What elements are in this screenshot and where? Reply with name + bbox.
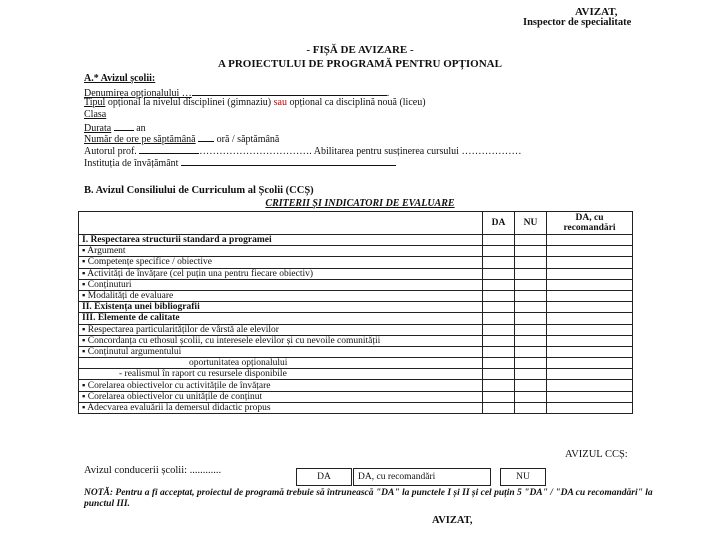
criteria-cell: III. Elemente de calitate [79, 313, 483, 324]
table-row [79, 335, 633, 346]
section-b-heading: B. Avizul Consiliului de Curriculum al Școlii (CCȘ) [84, 185, 314, 196]
criteria-cell: ▪ Concordanța cu ethosul școlii, cu interesele elevilor și cu nevoile comunității [79, 335, 483, 346]
criteria-cell: ▪ Competențe specifice / obiective [79, 257, 483, 268]
inspector-label: Inspector de specialitate [523, 17, 632, 28]
table-row [79, 246, 633, 257]
table-row [79, 279, 633, 290]
qualification-dots: ……………… [461, 146, 522, 157]
criteria-cell: I. Respectarea structurii standard a programei [79, 235, 483, 246]
check-cell-yes-rec[interactable] [547, 369, 633, 380]
check-cell-yes-rec[interactable] [547, 391, 633, 402]
check-cell-yes[interactable] [483, 402, 515, 413]
check-cell-yes[interactable] [483, 279, 515, 290]
table-row [79, 290, 633, 301]
criteria-cell: ▪ Corelarea obiectivelor cu unitățile de conținut [79, 391, 483, 402]
check-cell-yes[interactable] [483, 268, 515, 279]
check-cell-yes[interactable] [483, 358, 515, 369]
footer-note: NOTĂ: Pentru a fi acceptat, proiectul de programă trebuie să întrunească "DA" la punctele I și II și cel puțin 5 "DA" / "DA cu recomandări" la punctul III. [84, 488, 653, 509]
check-cell-yes-rec[interactable] [547, 346, 633, 357]
table-row [79, 324, 633, 335]
check-cell-yes-rec[interactable] [547, 380, 633, 391]
check-cell-yes-rec[interactable] [547, 335, 633, 346]
duration-label: Durata [84, 123, 112, 134]
check-cell-no[interactable] [515, 335, 547, 346]
optional-name-field[interactable] [192, 86, 387, 96]
table-row [79, 369, 633, 380]
form-title: - FIȘĂ DE AVIZARE - [306, 44, 414, 56]
section-a-heading [84, 73, 155, 84]
duration-unit: an [136, 123, 146, 134]
check-cell-no[interactable] [515, 369, 547, 380]
check-cell-no[interactable] [515, 380, 547, 391]
table-row [79, 391, 633, 402]
check-cell-no[interactable] [515, 257, 547, 268]
check-cell-yes-rec[interactable] [547, 268, 633, 279]
check-cell-yes-rec[interactable] [547, 290, 633, 301]
table-row [79, 302, 633, 313]
table-row [79, 380, 633, 391]
criteria-cell: ▪ Conținuturi [79, 279, 483, 290]
check-cell-yes-rec[interactable] [547, 302, 633, 313]
check-cell-no[interactable] [515, 279, 547, 290]
check-cell-yes[interactable] [483, 235, 515, 246]
leadership-approval: Avizul conducerii școlii: ............ [84, 465, 222, 476]
check-cell-yes-rec[interactable] [547, 402, 633, 413]
check-cell-no[interactable] [515, 346, 547, 357]
approved-bottom-label: AVIZAT, [432, 515, 473, 526]
class-row [84, 109, 106, 120]
table-row [79, 313, 633, 324]
table-row [79, 346, 633, 357]
criteria-cell: oportunitatea opționalului [79, 358, 483, 369]
check-cell-yes-rec[interactable] [547, 313, 633, 324]
evaluation-table [78, 211, 633, 414]
criteria-header-cell [79, 212, 483, 235]
check-cell-yes[interactable] [483, 346, 515, 357]
check-cell-yes[interactable] [483, 313, 515, 324]
class-label: Clasa [84, 109, 107, 120]
check-cell-no[interactable] [515, 235, 547, 246]
check-cell-yes[interactable] [483, 335, 515, 346]
check-cell-yes[interactable] [483, 380, 515, 391]
check-cell-no[interactable] [515, 358, 547, 369]
option-yes-rec-box[interactable]: DA, cu recomandări [353, 468, 491, 486]
check-cell-yes-rec[interactable] [547, 358, 633, 369]
check-cell-yes[interactable] [483, 391, 515, 402]
type-text-2: opțional ca disciplină nouă (liceu) [286, 97, 426, 108]
check-cell-no[interactable] [515, 290, 547, 301]
school-field[interactable] [181, 156, 396, 166]
ccs-approved-label: AVIZUL CCȘ: [565, 449, 628, 460]
check-cell-yes-rec[interactable] [547, 235, 633, 246]
check-cell-yes-rec[interactable] [547, 246, 633, 257]
check-cell-yes[interactable] [483, 246, 515, 257]
criteria-cell: ▪ Modalități de evaluare [79, 290, 483, 301]
criteria-cell: ▪ Corelarea obiectivelor cu activitățile de învățare [79, 380, 483, 391]
school-label: Instituția de învățământ [84, 158, 179, 169]
check-cell-yes-rec[interactable] [547, 257, 633, 268]
type-row [84, 97, 426, 108]
optional-name-end: . [386, 88, 390, 99]
table-row [79, 402, 633, 413]
check-cell-no[interactable] [515, 302, 547, 313]
check-cell-no[interactable] [515, 402, 547, 413]
section-a-heading-text: A.* Avizul școlii: [84, 73, 156, 84]
form-subtitle: A PROIECTULUI DE PROGRAMĂ PENTRU OPȚIONAL [218, 58, 502, 70]
qualification-label: Abilitarea pentru susținerea cursului [313, 146, 459, 157]
criteria-cell: ▪ Conținutul argumentului [79, 346, 483, 357]
check-cell-yes-rec[interactable] [547, 279, 633, 290]
type-text-1: opțional la nivelul disciplinei (gimnaziu) [105, 97, 274, 108]
check-cell-no[interactable] [515, 324, 547, 335]
table-row [79, 235, 633, 246]
check-cell-yes[interactable] [483, 369, 515, 380]
check-cell-yes[interactable] [483, 302, 515, 313]
table-header-row [79, 212, 633, 235]
author-dots: ……………………………. [199, 146, 312, 157]
hours-label: Număr de ore pe săptămână [84, 134, 196, 145]
hours-field[interactable] [198, 132, 214, 142]
duration-field[interactable] [114, 121, 134, 131]
optional-name-label: Denumirea opționalului … [84, 88, 192, 99]
school-row [84, 156, 396, 169]
header-yes-rec: DA, cu recomandări [547, 212, 633, 235]
table-row [79, 257, 633, 268]
criteria-cell: ▪ Argument [79, 246, 483, 257]
criteria-cell: ▪ Adecvarea evaluării la demersul didactic propus [79, 402, 483, 413]
check-cell-no[interactable] [515, 268, 547, 279]
option-yes-box[interactable]: DA [296, 468, 352, 486]
criteria-title: CRITERII ȘI INDICATORI DE EVALUARE [265, 198, 455, 209]
author-label: Autorul prof. [84, 146, 137, 157]
table-row [79, 268, 633, 279]
check-cell-yes[interactable] [483, 290, 515, 301]
hours-unit: oră / săptămână [216, 134, 280, 145]
type-label: Tipul [84, 97, 106, 108]
check-cell-no[interactable] [515, 313, 547, 324]
check-cell-yes[interactable] [483, 257, 515, 268]
check-cell-no[interactable] [515, 246, 547, 257]
criteria-cell: II. Existența unei bibliografii [79, 302, 483, 313]
check-cell-no[interactable] [515, 391, 547, 402]
header-yes: DA [483, 212, 515, 235]
check-cell-yes[interactable] [483, 324, 515, 335]
criteria-cell: - realismul în raport cu resursele disponibile [79, 369, 483, 380]
author-field[interactable] [139, 144, 199, 154]
criteria-cell: ▪ Activități de învățare (cel puțin una pentru fiecare obiectiv) [79, 268, 483, 279]
check-cell-yes-rec[interactable] [547, 324, 633, 335]
header-no: NU [515, 212, 547, 235]
table-row [79, 358, 633, 369]
criteria-cell: ▪ Respectarea particularităților de vârstă ale elevilor [79, 324, 483, 335]
type-or: sau [273, 97, 287, 108]
option-no-box[interactable]: NU [500, 468, 546, 486]
approved-label: AVIZAT, [575, 6, 618, 18]
